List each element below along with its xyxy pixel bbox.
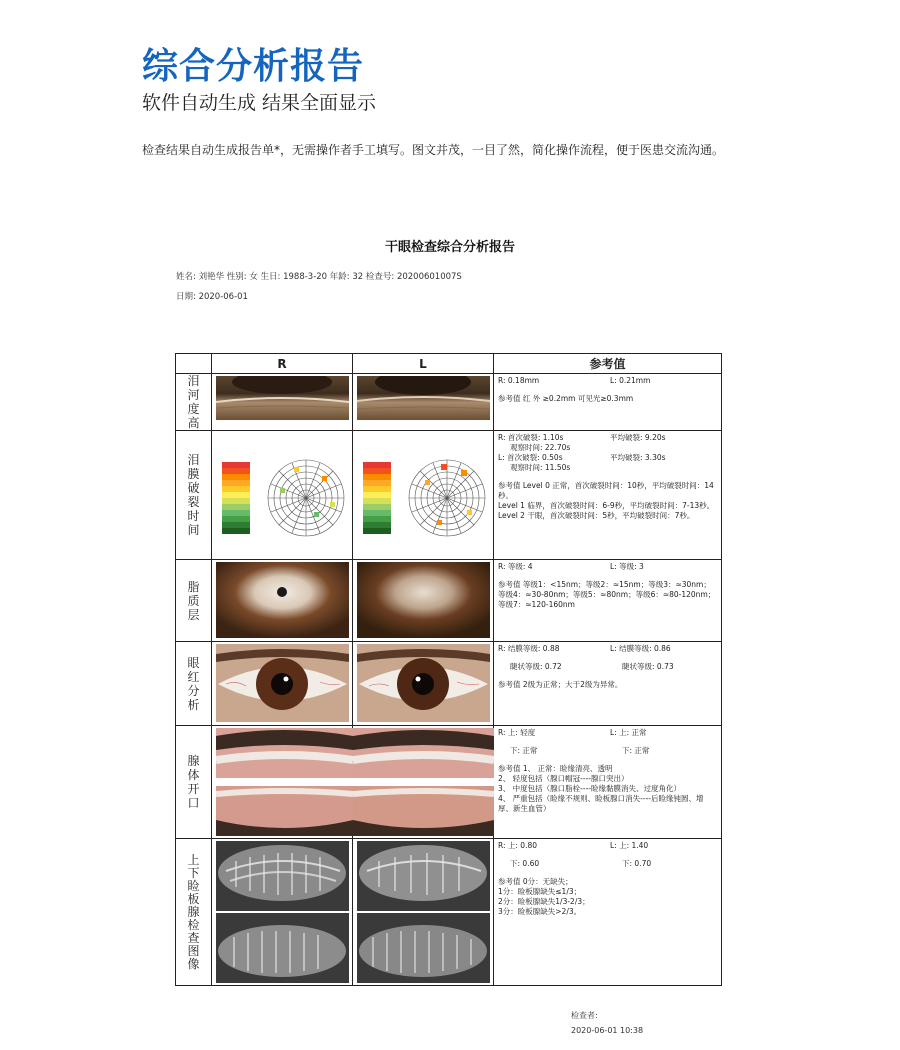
- tear-l-value: L: 0.21mm: [610, 376, 651, 385]
- tbut-r-first: R: 首次破裂: 1.10s: [498, 433, 564, 442]
- meibo-ref-3: 3分：睑板腺缺失>2/3。: [498, 907, 582, 916]
- row-label-tear: 泪 河 度 高: [176, 374, 212, 431]
- eye-redness-image-l: [357, 644, 490, 722]
- lipid-layer-image-l: [357, 562, 490, 638]
- page-subtitle: 软件自动生成 结果全面显示: [142, 92, 377, 114]
- tbut-ref: [494, 431, 722, 560]
- table-header-row: [176, 354, 722, 374]
- tear-ref: [494, 374, 722, 431]
- row-label-lipid: 脂 质 层: [176, 560, 212, 642]
- redness-image-l: [353, 642, 494, 726]
- table-row: [176, 560, 722, 642]
- gland-ref-1: 参考值 1、 正常：睑缘清亮、透明: [498, 764, 613, 773]
- header-r: R: [212, 354, 353, 374]
- header-ref: 参考值: [494, 354, 722, 374]
- meibography-image-r: [216, 841, 349, 983]
- header-blank: [176, 354, 212, 374]
- row-label-meibo: 上 下 睑 板 腺 检 查 图 像: [176, 839, 212, 986]
- meibo-ref: [494, 839, 722, 986]
- tbut-ref-level1: Level 1 临界，首次破裂时间：6-9秒，平均破裂时间：7-13秒。: [498, 501, 715, 510]
- tear-meniscus-image-r: [216, 376, 349, 420]
- report-date: 日期: 2020-06-01: [176, 292, 248, 302]
- tbut-color-scale-l: [363, 462, 391, 534]
- tbut-map-r: [216, 440, 349, 550]
- gland-ref-2: 2、 轻度包括（腺口帽冠----腺口突出）: [498, 774, 629, 783]
- tbut-image-l: [353, 431, 494, 560]
- gland-l-upper: L: 上: 正常: [610, 728, 647, 737]
- meibo-image-r: [212, 839, 353, 986]
- lipid-layer-image-r: [216, 562, 349, 638]
- report-timestamp: 2020-06-01 10:38: [571, 1026, 644, 1035]
- table-row: [176, 839, 722, 986]
- redness-l-conj: L: 结膜等级: 0.86: [610, 644, 671, 653]
- tear-ref-text: 参考值 红 外 ≥0.2mm 可见光≥0.3mm: [498, 394, 634, 403]
- report-table: [175, 353, 722, 986]
- tbut-image-r: [212, 431, 353, 560]
- table-row: [176, 431, 722, 560]
- tbut-color-scale-r: [222, 462, 250, 534]
- redness-ref: [494, 642, 722, 726]
- gland-ref-3: 3、 中度包括（腺口脂栓----睑缘黏膜消失、过度角化）: [498, 784, 681, 793]
- intro-text: 检查结果自动生成报告单*，无需操作者手工填写。图文并茂，一目了然，简化操作流程，便于医患交流沟通。: [142, 143, 725, 157]
- gland-r-lower: 下: 正常: [510, 746, 538, 755]
- meibo-l-lower: 下: 0.70: [622, 859, 652, 868]
- tbut-l-avg: 平均破裂: 3.30s: [610, 453, 666, 462]
- tbut-map-l: [357, 440, 490, 550]
- gland-l-lower: 下: 正常: [622, 746, 650, 755]
- tear-image-r: [212, 374, 353, 431]
- meibo-r-lower: 下: 0.60: [510, 859, 540, 868]
- report-title: 干眼检查综合分析报告: [384, 240, 515, 255]
- redness-image-r: [212, 642, 353, 726]
- meibo-image-l: [353, 839, 494, 986]
- meibo-r-upper: R: 上: 0.80: [498, 841, 538, 850]
- redness-r-ciliary: 睫状等级: 0.72: [510, 662, 562, 671]
- tbut-ref-level2: Level 2 干眼，首次破裂时间：5秒，平均破裂时间：7秒。: [498, 511, 695, 520]
- redness-ref-text: 参考值 2级为正常；大于2级为异常。: [498, 680, 623, 689]
- gland-image-r: [212, 726, 353, 839]
- gland-image-l: [353, 726, 494, 839]
- lipid-r-value: R: 等级: 4: [498, 562, 533, 571]
- meibography-image-l: [357, 841, 490, 983]
- tear-image-l: [353, 374, 494, 431]
- eye-redness-image-r: [216, 644, 349, 722]
- lipid-ref-text: 参考值 等级1：<15nm；等级2：≈15nm；等级3：≈30nm；等级4：≈30-80nm；等级5：≈80nm；等级6：≈80-120nm；等级7：≈120-160nm: [498, 580, 716, 609]
- tear-r-value: R: 0.18mm: [498, 376, 540, 385]
- row-label-tbut: 泪 膜 破 裂 时 间: [176, 431, 212, 560]
- tbut-r-obs: 观察时间: 22.70s: [510, 443, 571, 452]
- lipid-ref: [494, 560, 722, 642]
- row-label-redness: 眼 红 分 析: [176, 642, 212, 726]
- page-title: 综合分析报告: [142, 46, 365, 87]
- gland-r-upper: R: 上: 轻度: [498, 728, 536, 737]
- tbut-l-first: L: 首次破裂: 0.50s: [498, 453, 563, 462]
- tear-meniscus-image-l: [357, 376, 490, 420]
- table-row: [176, 642, 722, 726]
- tbut-r-avg: 平均破裂: 9.20s: [610, 433, 666, 442]
- redness-r-conj: R: 结膜等级: 0.88: [498, 644, 560, 653]
- tbut-ref-level0: 参考值 Level 0 正常，首次破裂时间：10秒，平均破裂时间：14秒。: [498, 481, 714, 500]
- row-label-gland: 腺 体 开 口: [176, 726, 212, 839]
- tbut-l-obs: 观察时间: 11.50s: [510, 463, 571, 472]
- gland-ref: [494, 726, 722, 839]
- patient-info: 姓名: 刘艳华 性别: 女 生日: 1988-3-20 年龄: 32 检查号: 20200601007S: [176, 272, 462, 282]
- inspector-label: 检查者:: [571, 1011, 598, 1020]
- gland-orifice-image-l: [353, 728, 494, 836]
- header-l: L: [353, 354, 494, 374]
- table-row: [176, 726, 722, 839]
- gland-orifice-image-r: [216, 728, 353, 836]
- lipid-l-value: L: 等级: 3: [610, 562, 644, 571]
- meibo-ref-2: 2分：睑板腺缺失1/3-2/3；: [498, 897, 590, 906]
- redness-l-ciliary: 睫状等级: 0.73: [622, 662, 674, 671]
- gland-ref-4: 4、 严重包括（睑缘不规则、睑板腺口消失----后睑缘钝圆、增厚、新生血管）: [498, 794, 704, 813]
- meibo-ref-1: 1分：睑板腺缺失≤1/3；: [498, 887, 582, 896]
- meibo-l-upper: L: 上: 1.40: [610, 841, 649, 850]
- lipid-image-l: [353, 560, 494, 642]
- meibo-ref-0: 参考值 0分：无缺失；: [498, 877, 573, 886]
- table-row: [176, 374, 722, 431]
- lipid-image-r: [212, 560, 353, 642]
